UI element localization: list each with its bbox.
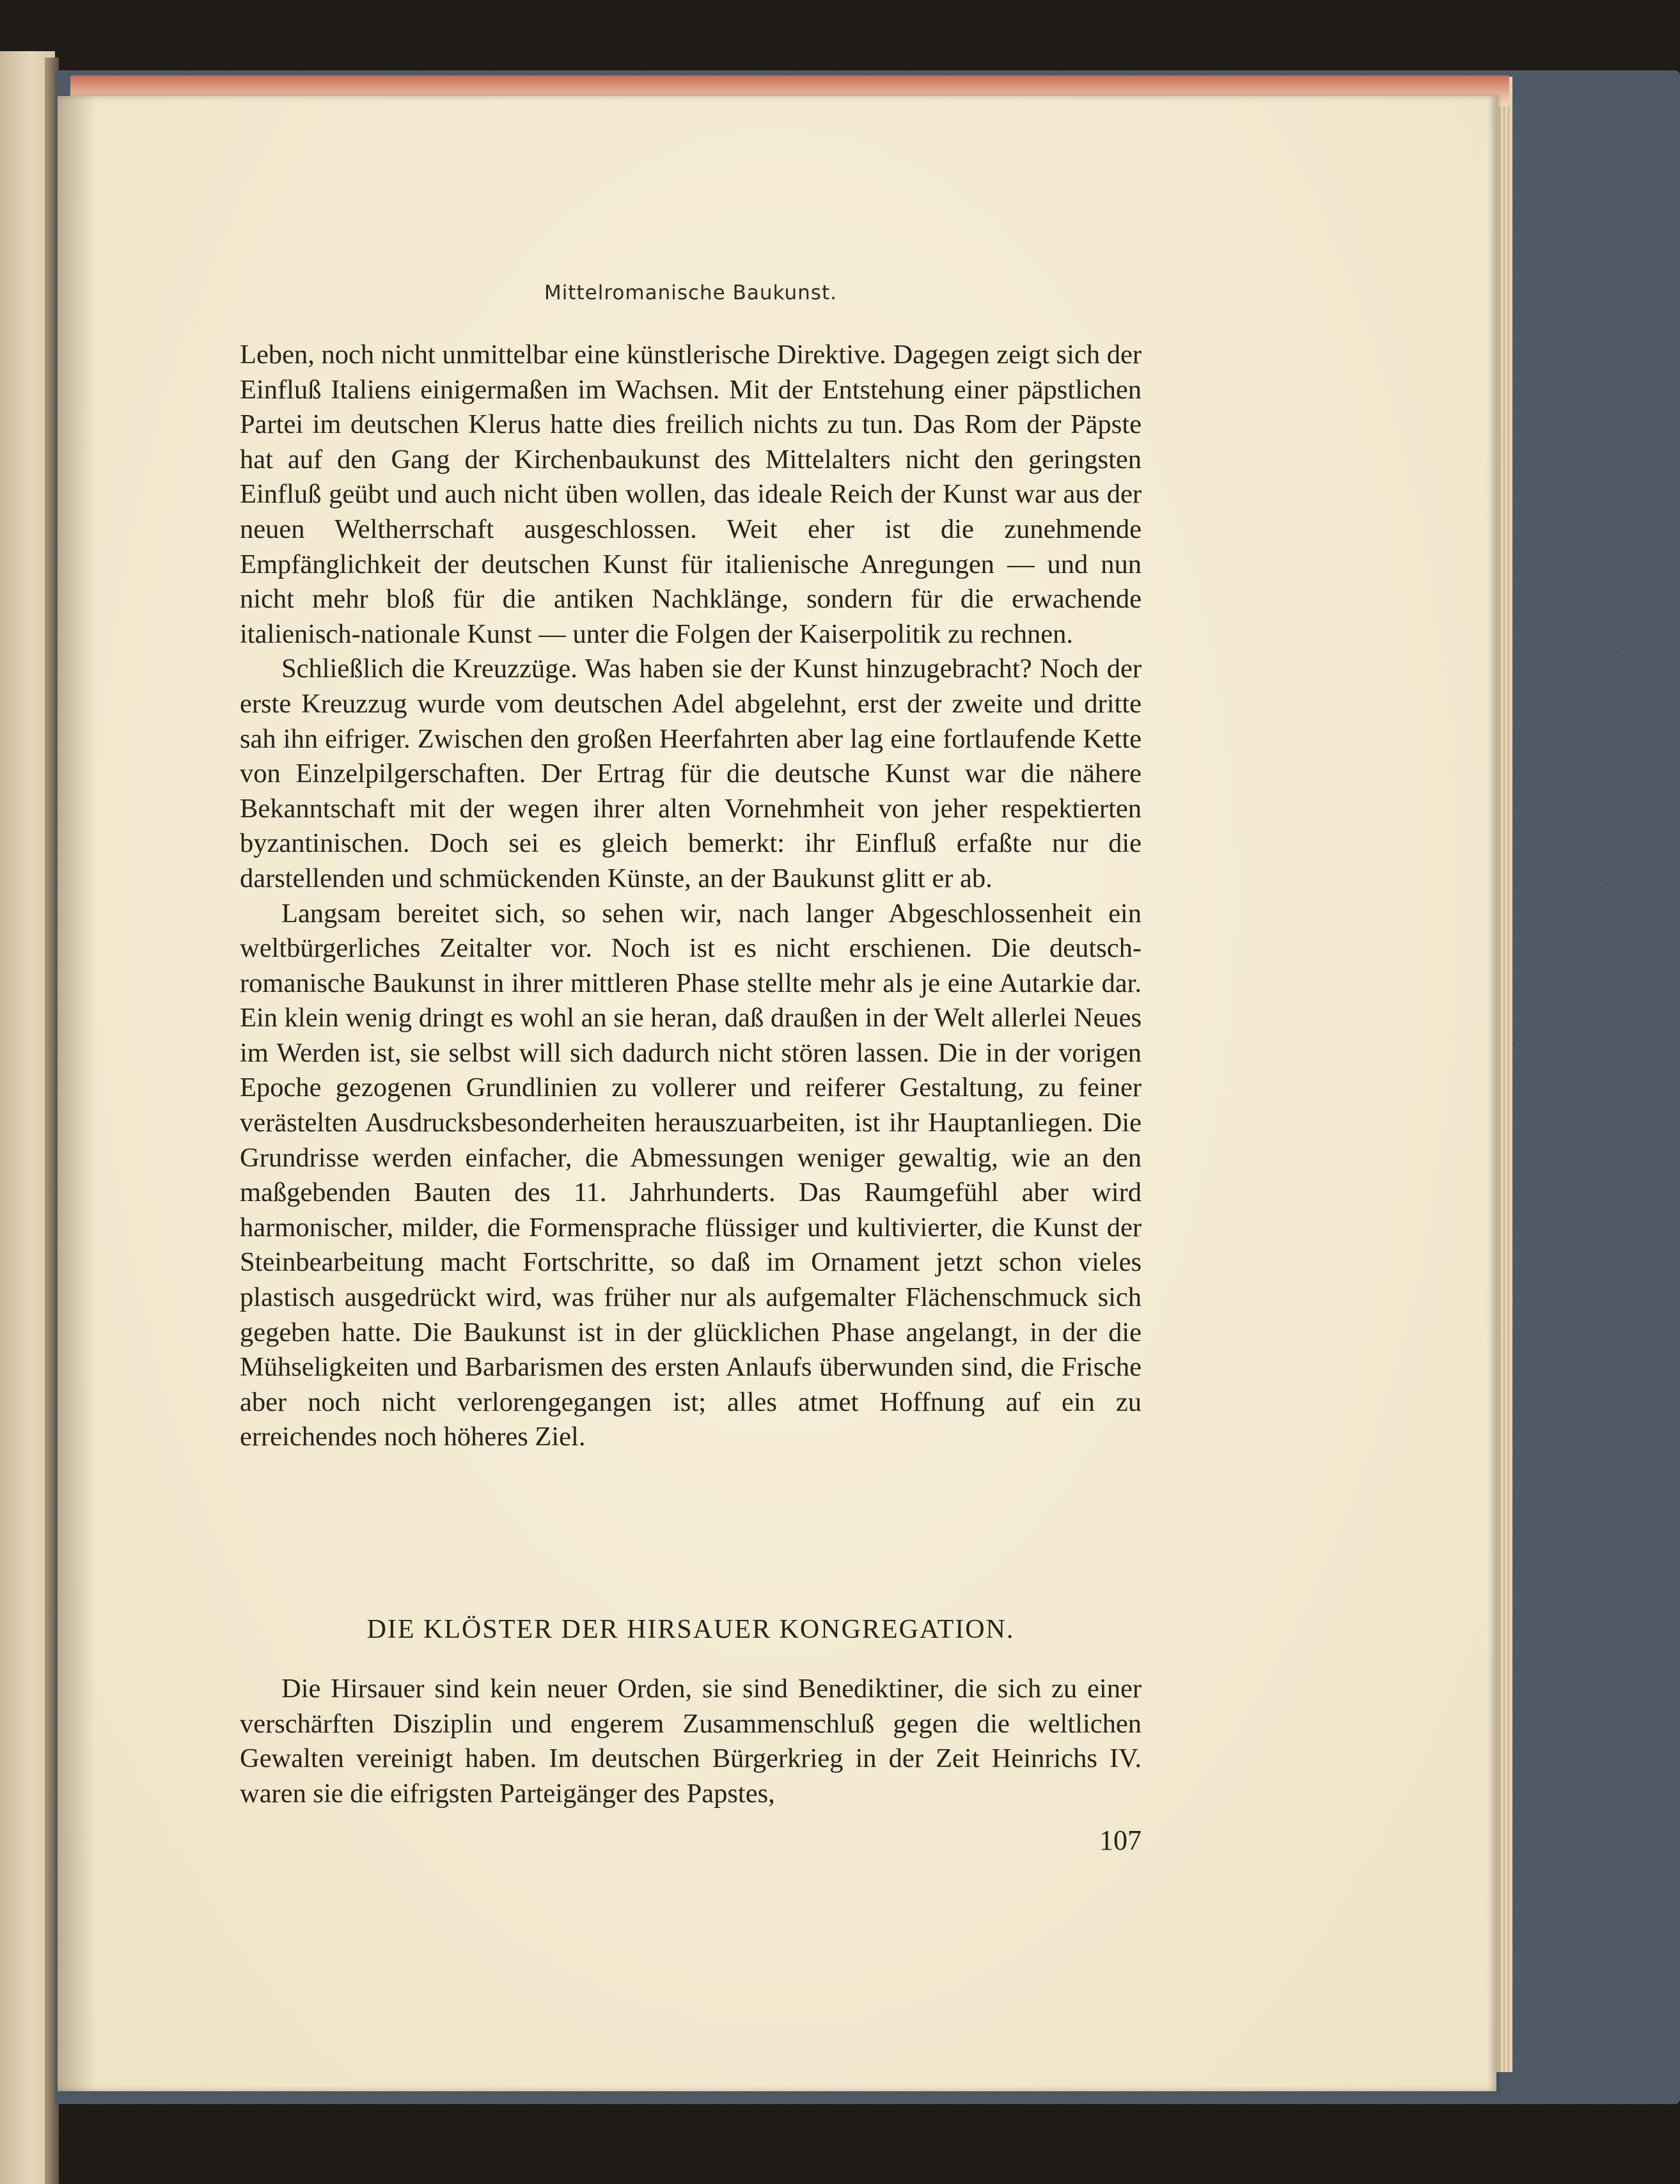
paragraph-2: Schließlich die Kreuzzüge. Was haben sie der Kunst hinzugebracht? Noch der erste Kreuzzug wurde vom deutschen Adel abgelehnt, erst der zweite und dritte sah ihn eifriger. Zwischen den großen Heerfahrten aber lag eine fortlaufende Kette von Einzelpilgerschaften. Der Ertrag für die deutsche Kunst war die nähere Bekanntschaft mit der wegen ihrer alten Vornehmheit von jeher respektierten byzantinischen. Doch sei es gleich bemerkt: ihr Einfluß erfaßte nur die darstellenden und schmückenden Künste, an der Baukunst glitt er ab. xyxy=(240,654,1142,893)
page-number: 107 xyxy=(1099,1825,1142,1856)
section-body xyxy=(240,1672,1142,1811)
paragraph-3: Langsam bereitet sich, so sehen wir, nach langer Abgeschlossenheit ein weltbürgerliches Zeitalter vor. Noch ist es nicht erschienen. Die deutsch-romanische Baukunst in ihrer mittleren Phase stellte mehr als je eine Autarkie dar. Ein klein wenig dringt es wohl an sie heran, daß draußen in der Welt allerlei Neues im Werden ist, sie selbst will sich dadurch nicht stören lassen. Die in der vorigen Epoche gezogenen Grundlinien zu vollerer und reiferer Gestaltung, zu feiner verästelten Ausdrucksbesonderheiten herauszuarbeiten, ist ihr Hauptanliegen. Die Grundrisse werden einfacher, die Abmessungen weniger gewaltig, wie an den maßgebenden Bauten des 11. Jahrhunderts. Das Raumgefühl aber wird harmonischer, milder, die Formensprache flüssiger und kultivierter, die Kunst der Steinbearbeitung macht Fortschritte, so daß im Ornament jetzt schon vieles plastisch ausgedrückt wird, was früher nur als aufgemalter Flächenschmuck sich gegeben hatte. Die Baukunst ist in der glücklichen Phase angelangt, in der die Mühseligkeiten und Barbarismen des ersten Anlaufs überwunden sind, die Frische aber noch nicht verlorengegangen ist; alles atmet Hoffnung auf ein zu erreichendes noch höheres Ziel. xyxy=(240,898,1142,1452)
gutter-shadow xyxy=(58,96,96,2091)
body-text xyxy=(240,338,1142,1455)
paragraph-1: Leben, noch nicht unmittelbar eine künstlerische Direktive. Dagegen zeigt sich der Einfluß Italiens einigermaßen im Wachsen. Mit der Entstehung einer päpstlichen Partei im deutschen Klerus hatte dies freilich nichts zu tun. Das Rom der Päpste hat auf den Gang der Kirchenbaukunst des Mittelalters nicht den geringsten Einfluß geübt und auch nicht üben wollen, das ideale Reich der Kunst war aus der neuen Weltherrschaft ausgeschlossen. Weit eher ist die zunehmende Empfänglichkeit der deutschen Kunst für italienische Anregungen — und nun nicht mehr bloß für die antiken Nachklänge, sondern für die erwachende italienisch-nationale Kunst — unter die Folgen der Kaiserpolitik zu rechnen. xyxy=(240,340,1142,649)
running-head: Mittelromanische Baukunst. xyxy=(544,281,837,304)
section-heading: DIE KLÖSTER DER HIRSAUER KONGREGATION. xyxy=(366,1615,1015,1644)
section-paragraph: Die Hirsauer sind kein neuer Orden, sie sind Benediktiner, die sich zu einer verschärften Disziplin und engerem Zusammenschluß gegen die weltlichen Gewalten vereinigt haben. Im deutschen Bürgerkrieg in der Zeit Heinrichs IV. waren sie die eifrigsten Parteigänger des Papstes, xyxy=(240,1674,1142,1809)
